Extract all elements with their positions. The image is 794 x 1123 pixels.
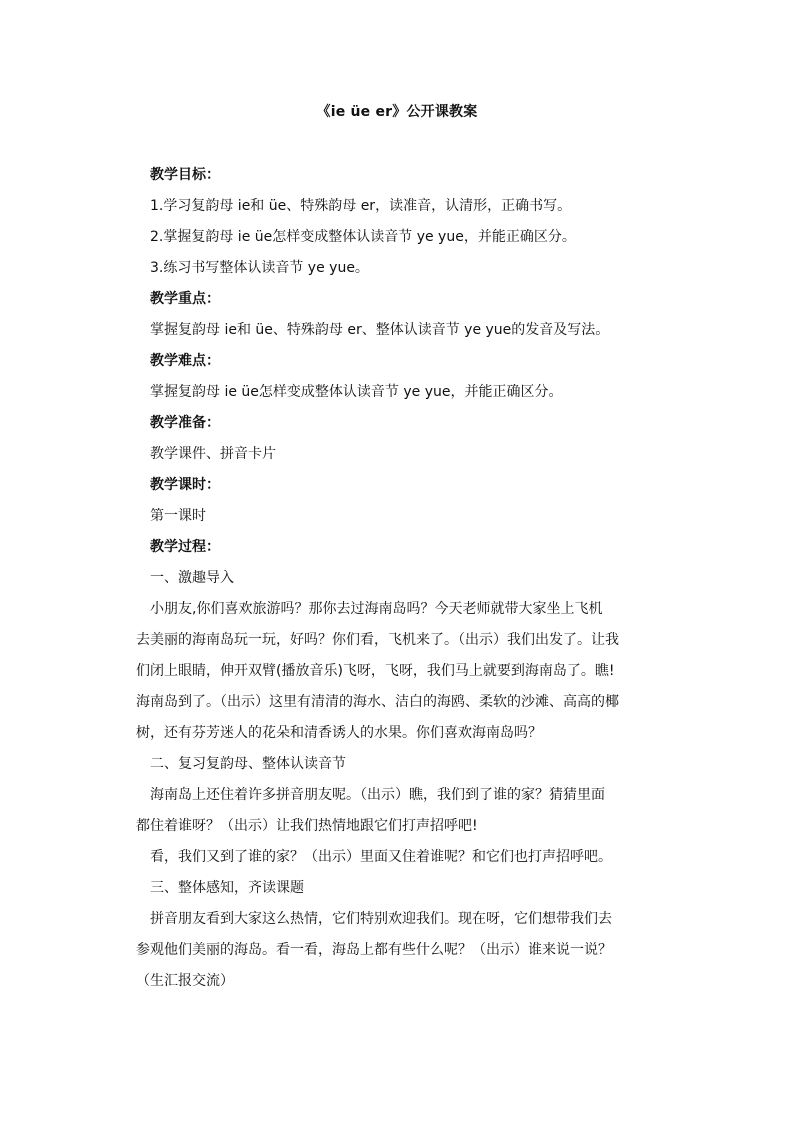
paragraph-line: 都住着谁呀？（出示）让我们热情地跟它们打声招呼吧!: [136, 818, 478, 834]
paragraph-line: 小朋友,你们喜欢旅游吗？那你去过海南岛吗？今天老师就带大家坐上飞机: [150, 601, 603, 617]
class-hours-heading: 教学课时：: [150, 477, 220, 493]
paragraph-line: 海南岛上还住着许多拼音朋友呢。（出示）瞧，我们到了谁的家？猜猜里面: [150, 787, 605, 803]
paragraph-line: 们闭上眼睛，伸开双臂(播放音乐)飞呀，飞呀，我们马上就要到海南岛了。瞧!: [136, 663, 615, 679]
goal-item: 3.练习书写整体认读音节 ye yue。: [150, 260, 369, 276]
class-hours-text: 第一课时: [150, 508, 206, 524]
difficulty-heading: 教学难点：: [150, 353, 220, 369]
preparation-text: 教学课件、拼音卡片: [150, 446, 276, 462]
goal-item: 1.学习复韵母 ie和 üe、特殊韵母 er，读准音，认清形，正确书写。: [150, 198, 572, 214]
difficulty-text: 掌握复韵母 ie üe怎样变成整体认读音节 ye yue，并能正确区分。: [150, 384, 563, 400]
key-points-heading: 教学重点：: [150, 291, 220, 307]
section-heading: 二、复习复韵母、整体认读音节: [150, 756, 346, 772]
section-heading: 一、激趣导入: [150, 570, 234, 586]
paragraph-line: 树，还有芬芳迷人的花朵和清香诱人的水果。你们喜欢海南岛吗？: [136, 725, 542, 741]
paragraph-line: 参观他们美丽的海岛。看一看，海岛上都有些什么呢？（出示）谁来说一说？: [136, 942, 612, 958]
paragraph-line: 去美丽的海南岛玩一玩，好吗？你们看，飞机来了。（出示）我们出发了。让我: [136, 632, 619, 648]
preparation-heading: 教学准备：: [150, 415, 220, 431]
goals-heading: 教学目标：: [150, 167, 220, 183]
goal-item: 2.掌握复韵母 ie üe怎样变成整体认读音节 ye yue，并能正确区分。: [150, 229, 576, 245]
document-body: [136, 160, 680, 997]
paragraph-line: （生汇报交流）: [136, 973, 234, 989]
paragraph-line: 拼音朋友看到大家这么热情，它们特别欢迎我们。现在呀，它们想带我们去: [150, 911, 612, 927]
section-heading: 三、整体感知，齐读课题: [150, 880, 304, 896]
paragraph-line: 看，我们又到了谁的家？（出示）里面又住着谁呢？和它们也打声招呼吧。: [150, 849, 612, 865]
key-points-text: 掌握复韵母 ie和 üe、特殊韵母 er、整体认读音节 ye yue的发音及写法。: [150, 322, 610, 338]
document-title: 《ie üe er》公开课教案: [316, 104, 478, 120]
process-heading: 教学过程：: [150, 539, 220, 555]
paragraph-line: 海南岛到了。（出示）这里有清清的海水、洁白的海鸥、柔软的沙滩、高高的椰: [136, 694, 619, 710]
